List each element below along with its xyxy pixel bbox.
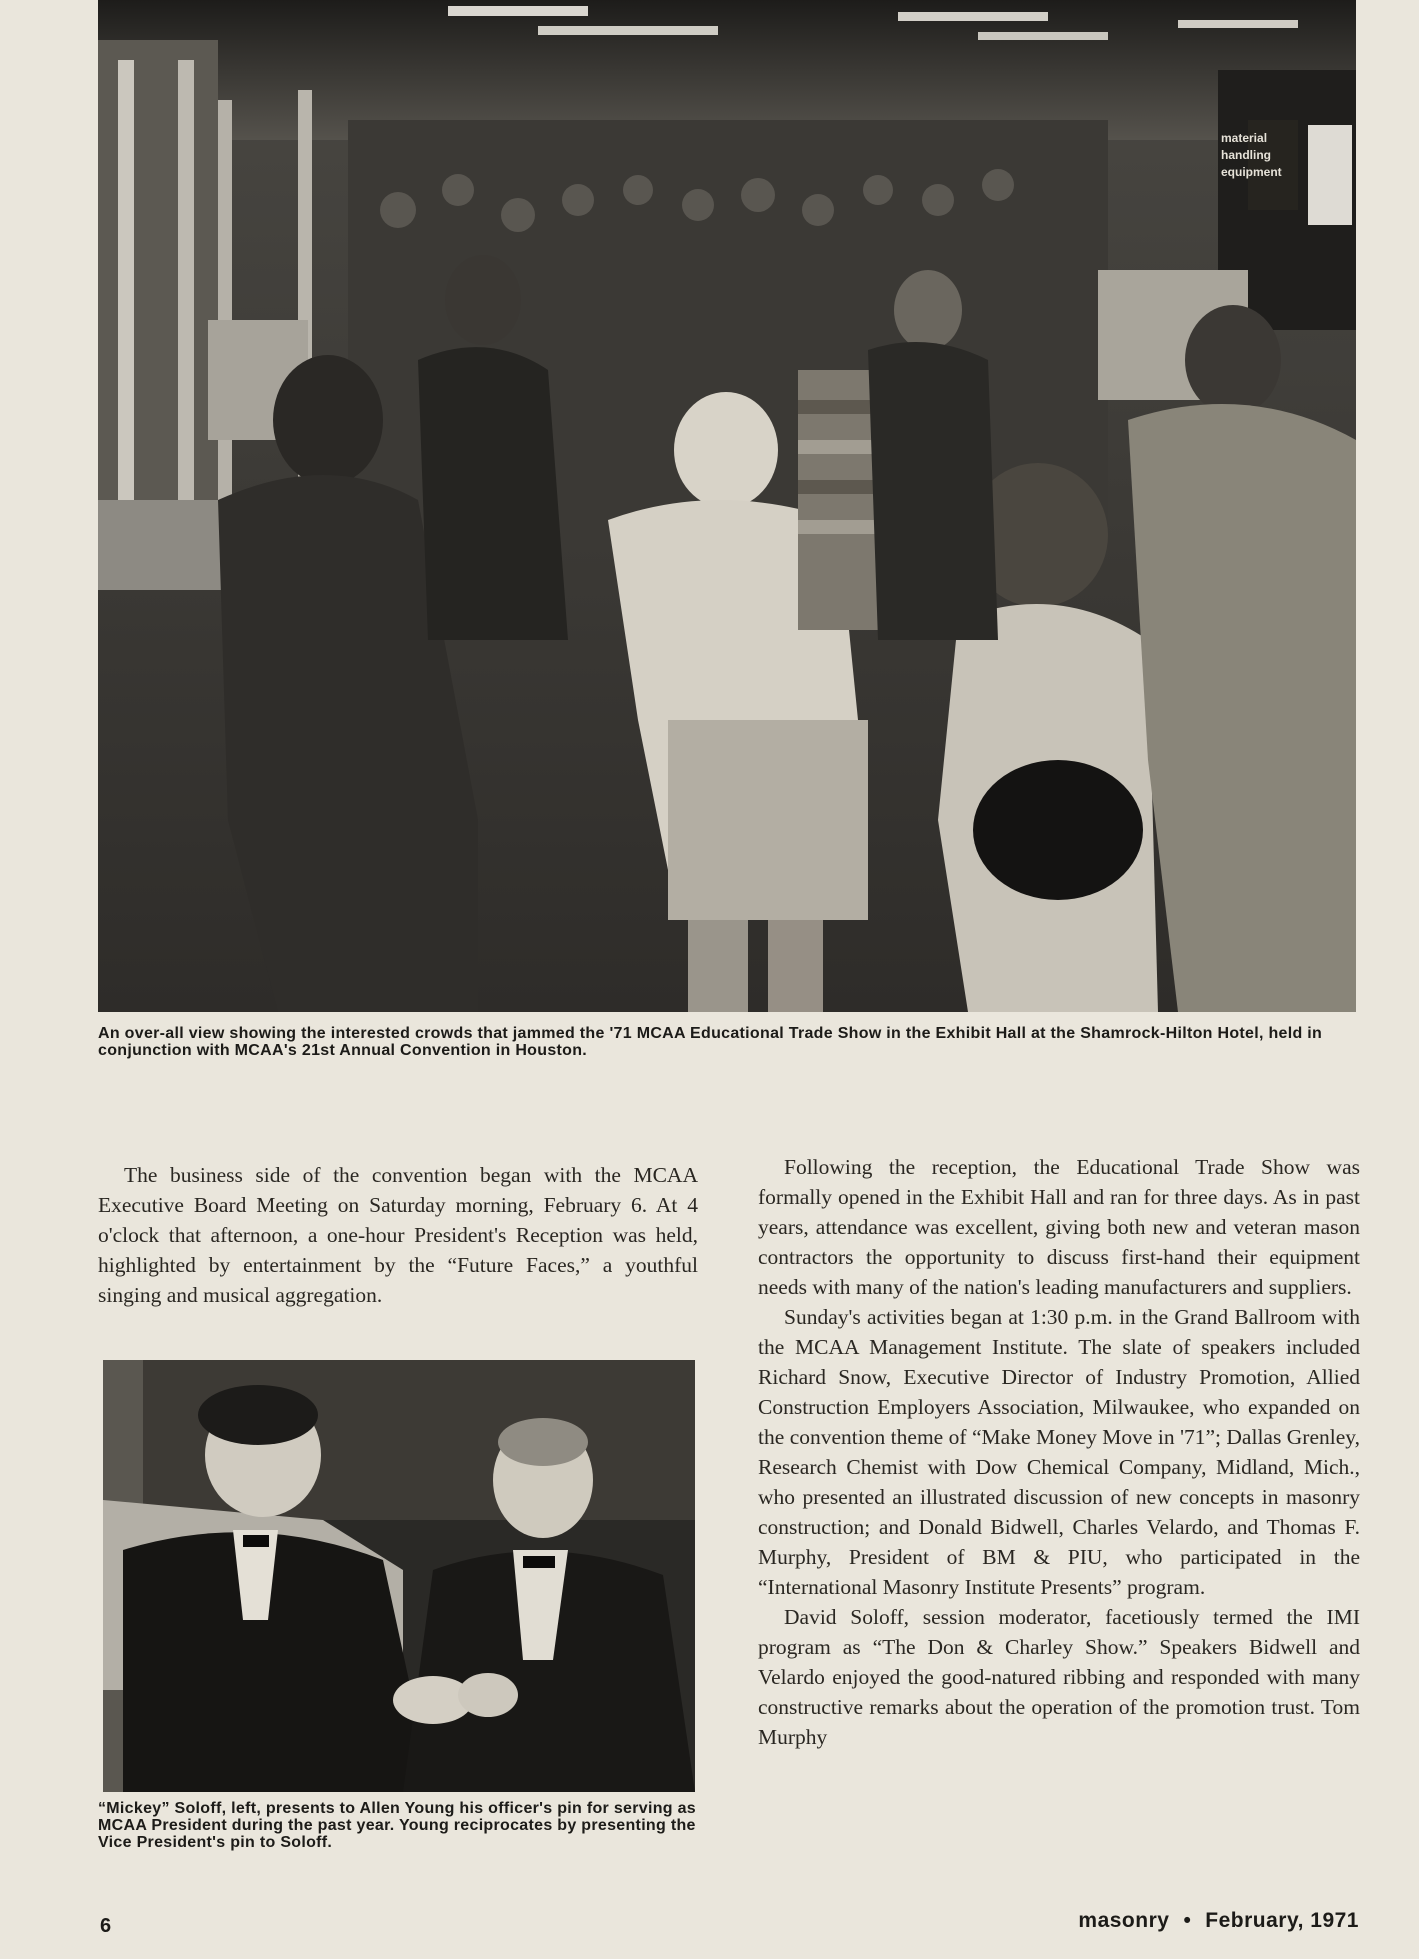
running-footer <box>1078 1909 1359 1933</box>
paragraph: Sunday's activities began at 1:30 p.m. in the Grand Ballroom with the MCAA Management Institute. The slate of speakers included Richard Snow, Executive Director of Industry Promotion, Allied Construction Employers Association, Milwaukee, who expanded on the convention theme of “Make Money Move in '71”; Dallas Grenley, Research Chemist with Dow Chemical Company, Midland, Mich., who presented an illustrated discussion of new concepts in masonry construction; and Donald Bidwell, Charles Velardo, and Thomas F. Murphy, President of BM & PIU, who participated in the “International Masonry Institute Presents” program. <box>758 1305 1360 1599</box>
left-column <box>98 1160 698 1310</box>
booth-sign-line: equipment <box>1221 165 1282 179</box>
issue-date: February, 1971 <box>1205 1909 1359 1932</box>
trade-show-photo <box>98 0 1356 1012</box>
footer-bullet: • <box>1183 1909 1192 1932</box>
booth-sign-line: handling <box>1221 148 1271 162</box>
publication-name: masonry <box>1078 1909 1170 1932</box>
booth-sign-line: material <box>1221 131 1268 145</box>
paragraph: Following the reception, the Educational Trade Show was formally opened in the Exhibit Hall and ran for three days. As in past years, attendance was excellent, giving both new and veteran mason contractors the opportunity to discuss first-hand their equipment needs with many of the nation's leading manufacturers and suppliers. <box>758 1155 1360 1299</box>
paragraph: The business side of the convention began with the MCAA Executive Board Meeting on Saturday morning, February 6. At 4 o'clock that afternoon, a one-hour President's Reception was held, highlighted by entertainment by the “Future Faces,” a youthful singing and musical aggregation. <box>98 1163 698 1307</box>
pin-exchange-photo <box>103 1360 695 1792</box>
trade-show-caption: An over-all view showing the interested crowds that jammed the '71 MCAA Educational Trade Show in the Exhibit Hall at the Shamrock-Hilton Hotel, held in conjunction with MCAA's 21st Annual Convention in Houston. <box>98 1025 1323 1059</box>
paragraph: David Soloff, session moderator, facetiously termed the IMI program as “The Don & Charley Show.” Speakers Bidwell and Velardo enjoyed the good-natured ribbing and responded with many constructive remarks about the operation of the promotion trust. Tom Murphy <box>758 1605 1360 1749</box>
right-column <box>758 1152 1360 1752</box>
page-number: 6 <box>100 1915 112 1937</box>
pin-exchange-caption: “Mickey” Soloff, left, presents to Allen Young his officer's pin for serving as MCAA President during the past year. Young reciprocates by presenting the Vice President's pin to Soloff. <box>98 1800 696 1851</box>
booth-sign <box>1221 130 1289 181</box>
